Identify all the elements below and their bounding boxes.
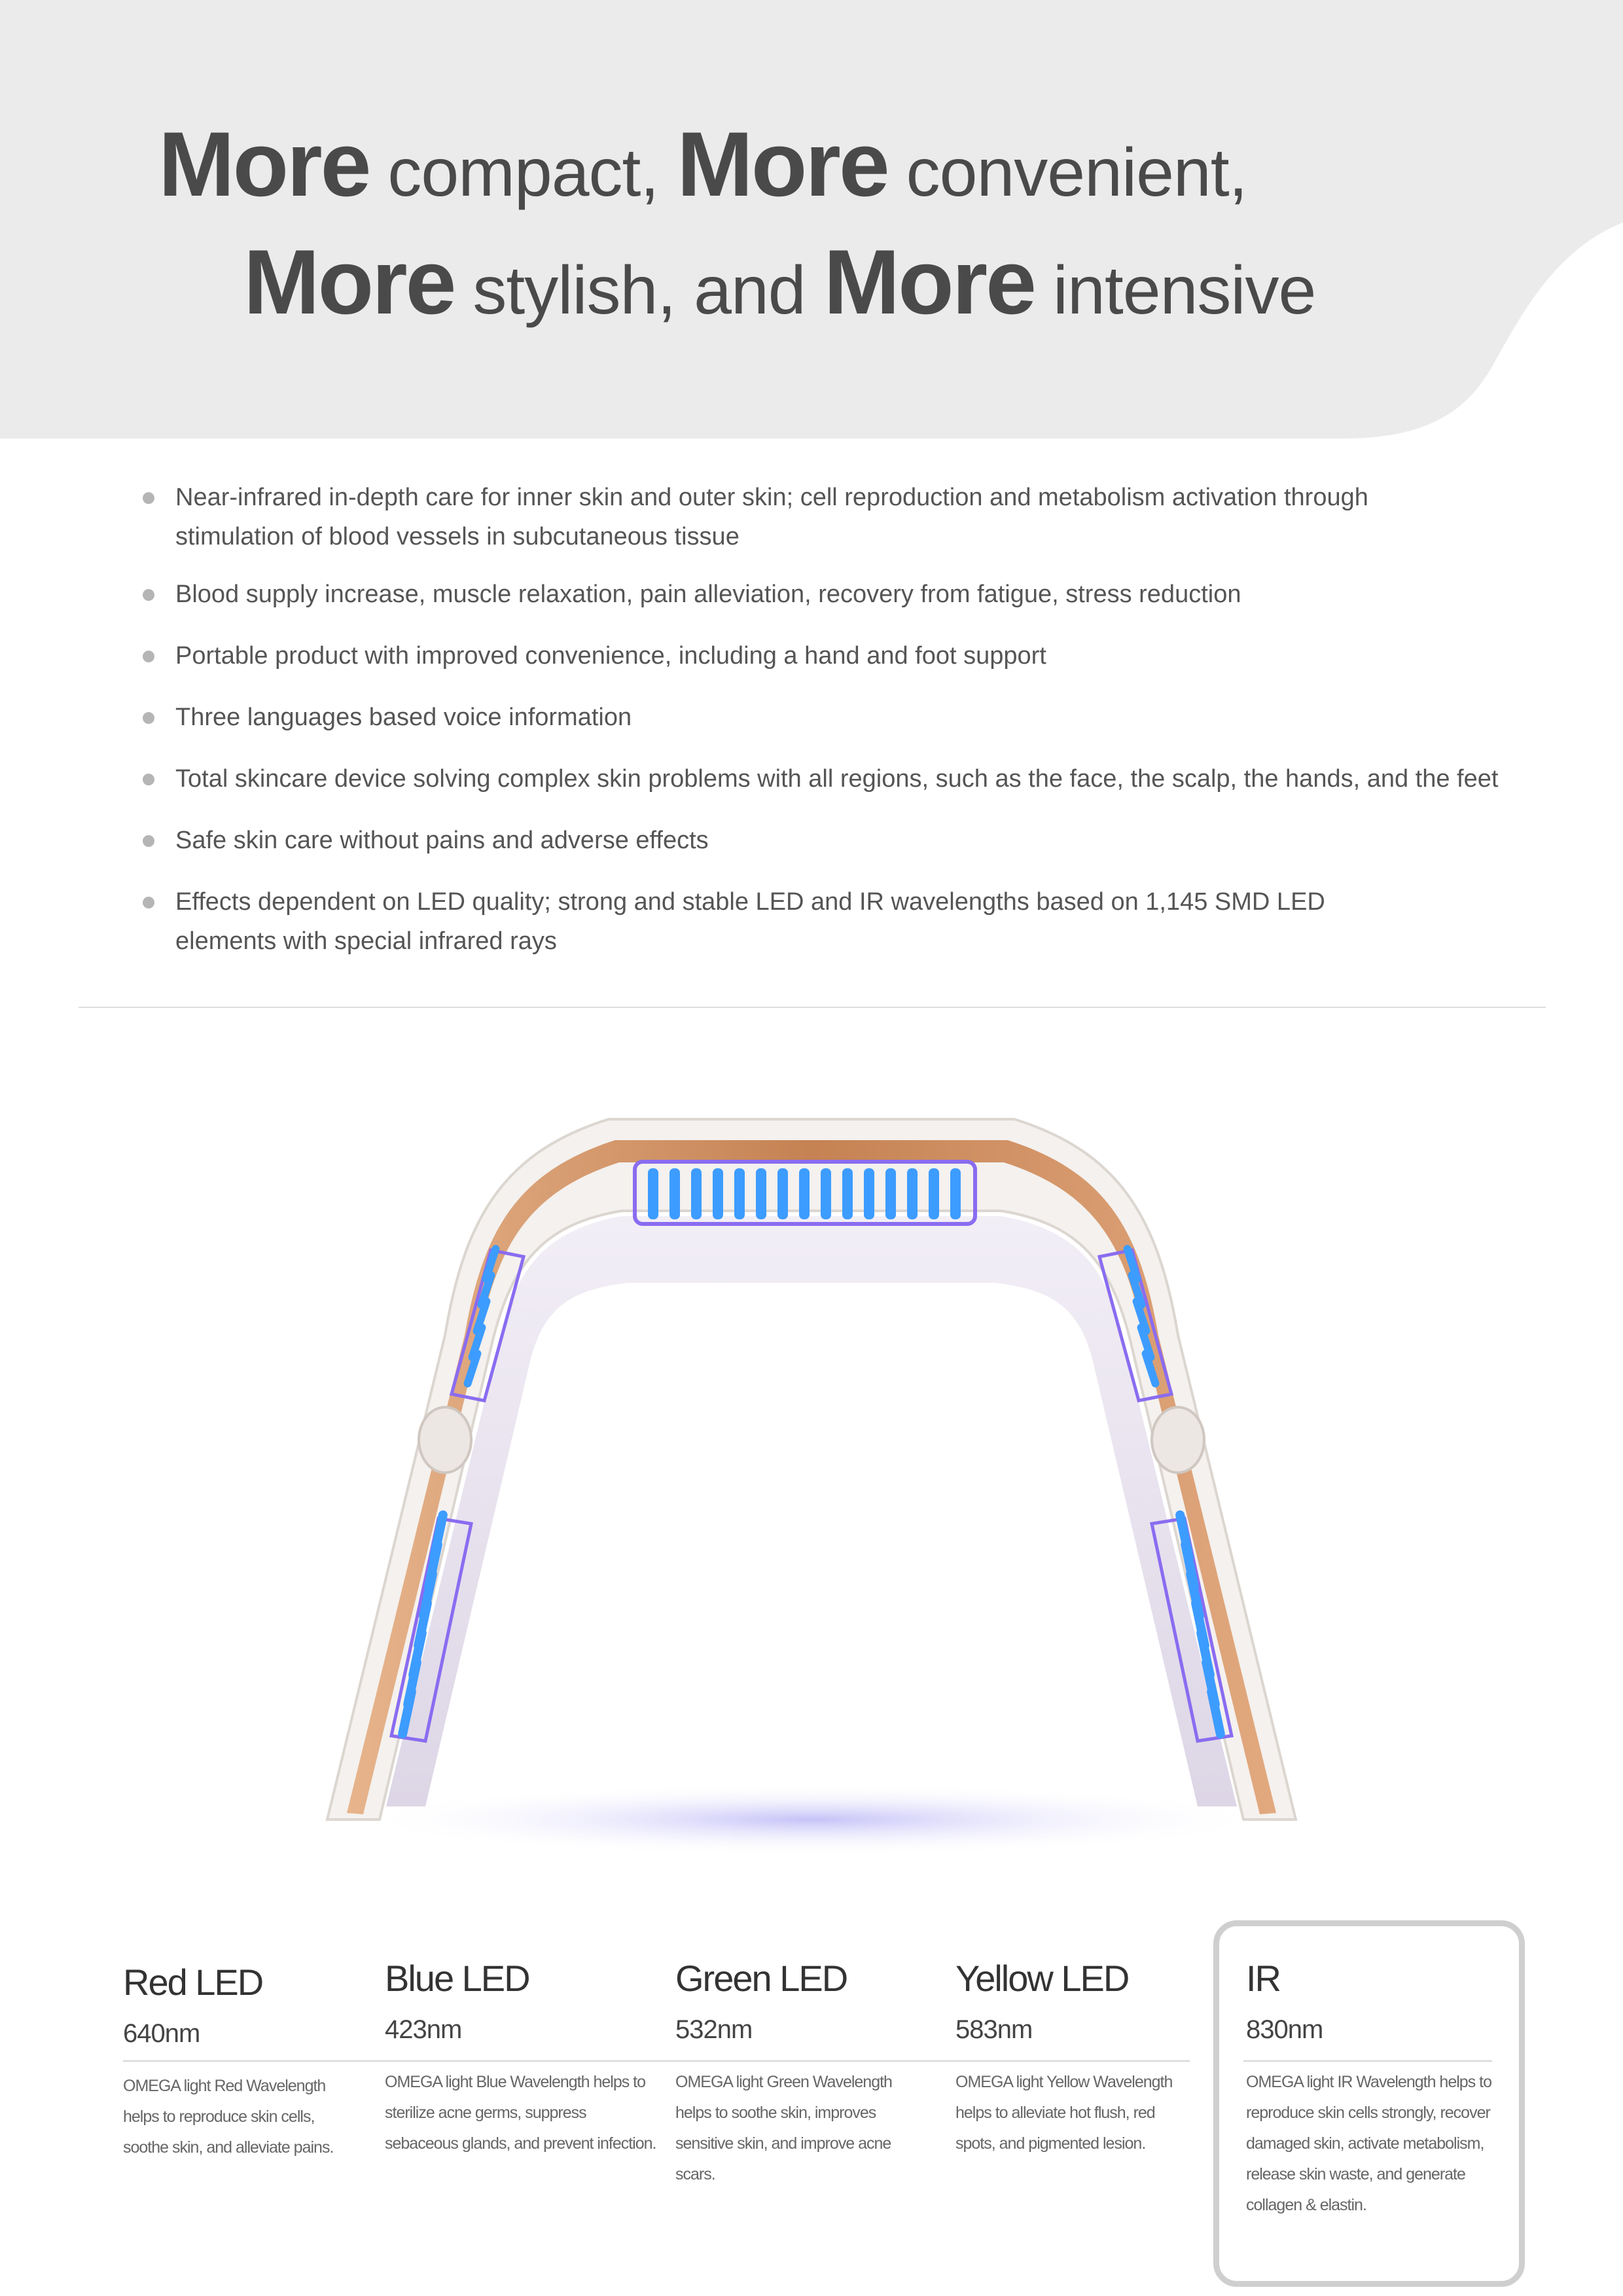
- headline-word-2: compact,: [369, 135, 677, 211]
- wavelength-desc: OMEGA light IR Wavelength helps to reproduce skin cells strongly, recover damaged skin, activate metabolism, release skin waste, and generate collagen & elastin.: [1246, 2073, 1491, 2214]
- wavelength-nm: 830nm: [1246, 2015, 1323, 2044]
- headline-word-4: convenient,: [887, 135, 1247, 211]
- feature-item: [140, 575, 1514, 614]
- section-divider: [79, 1007, 1546, 1008]
- headline-word-7: More: [823, 230, 1035, 333]
- wavelength-nm: 583nm: [955, 2015, 1033, 2044]
- wavelength-blue: [385, 1957, 660, 2159]
- feature-text: Effects dependent on LED quality; strong and stable LED and IR wavelengths based on 1,145 SMD LED elements with special infrared rays: [175, 888, 1325, 955]
- headline-line-1: [158, 111, 1247, 217]
- wavelength-yellow: [955, 1957, 1198, 2159]
- feature-text: Near-infrared in-depth care for inner skin and outer skin; cell reproduction and metabolism activation through stimulation of blood vessels in subcutaneous tissue: [175, 484, 1368, 550]
- feature-item: [140, 636, 1514, 675]
- bullet-dot-icon: [143, 897, 154, 908]
- wavelength-name: Blue LED: [385, 1958, 529, 1999]
- wavelength-name: Yellow LED: [955, 1958, 1129, 1999]
- bullet-dot-icon: [143, 589, 154, 601]
- feature-text: Blood supply increase, muscle relaxation, pain alleviation, recovery from fatigue, stress reduction: [175, 581, 1241, 608]
- feature-item: [140, 698, 1514, 737]
- headline-word-3: More: [677, 113, 888, 215]
- wavelength-name: IR: [1246, 1958, 1280, 1999]
- hero-banner: [0, 0, 1623, 439]
- feature-list: [140, 478, 1514, 979]
- bullet-dot-icon: [143, 774, 154, 785]
- wavelength-desc: OMEGA light Red Wavelength helps to reproduce skin cells, soothe skin, and alleviate pains.: [123, 2077, 334, 2157]
- wavelength-desc: OMEGA light Yellow Wavelength helps to alleviate hot flush, red spots, and pigmented lesion.: [955, 2073, 1173, 2153]
- headline-word-5: More: [243, 230, 455, 333]
- headline-word-1: More: [158, 113, 370, 215]
- bullet-dot-icon: [143, 835, 154, 847]
- wavelength-nm: 640nm: [123, 2019, 200, 2048]
- headline-line-2: [243, 229, 1315, 335]
- feature-text: Total skincare device solving complex skin problems with all regions, such as the face, the scalp, the hands, and the feet: [175, 765, 1499, 793]
- wavelength-green: [675, 1957, 931, 2190]
- wavelength-name: Green LED: [675, 1958, 847, 1999]
- wavelength-ir: [1246, 1957, 1495, 2221]
- wavelength-nm: 423nm: [385, 2015, 462, 2044]
- hero-curve-shape: [0, 0, 1623, 445]
- wavelength-red: [123, 1961, 359, 2163]
- bullet-dot-icon: [143, 712, 154, 724]
- feature-item: [140, 759, 1514, 798]
- bullet-dot-icon: [143, 492, 154, 504]
- feature-item: [140, 478, 1406, 556]
- headline-word-6: stylish, and: [454, 253, 824, 329]
- feature-item: [140, 882, 1419, 961]
- feature-text: Safe skin care without pains and adverse effects: [175, 827, 709, 854]
- feature-item: [140, 821, 1514, 860]
- bullet-dot-icon: [143, 651, 154, 662]
- wavelength-nm: 532nm: [675, 2015, 753, 2044]
- led-mask-device-image: [308, 1100, 1315, 1859]
- feature-text: Three languages based voice information: [175, 704, 632, 731]
- wavelength-desc: OMEGA light Blue Wavelength helps to sterilize acne germs, suppress sebaceous glands, and prevent infection.: [385, 2073, 656, 2153]
- wavelength-desc: OMEGA light Green Wavelength helps to soothe skin, improves sensitive skin, and improve acne scars.: [675, 2073, 892, 2183]
- wavelength-name: Red LED: [123, 1962, 263, 2003]
- feature-text: Portable product with improved convenience, including a hand and foot support: [175, 642, 1046, 670]
- headline-word-8: intensive: [1035, 253, 1316, 329]
